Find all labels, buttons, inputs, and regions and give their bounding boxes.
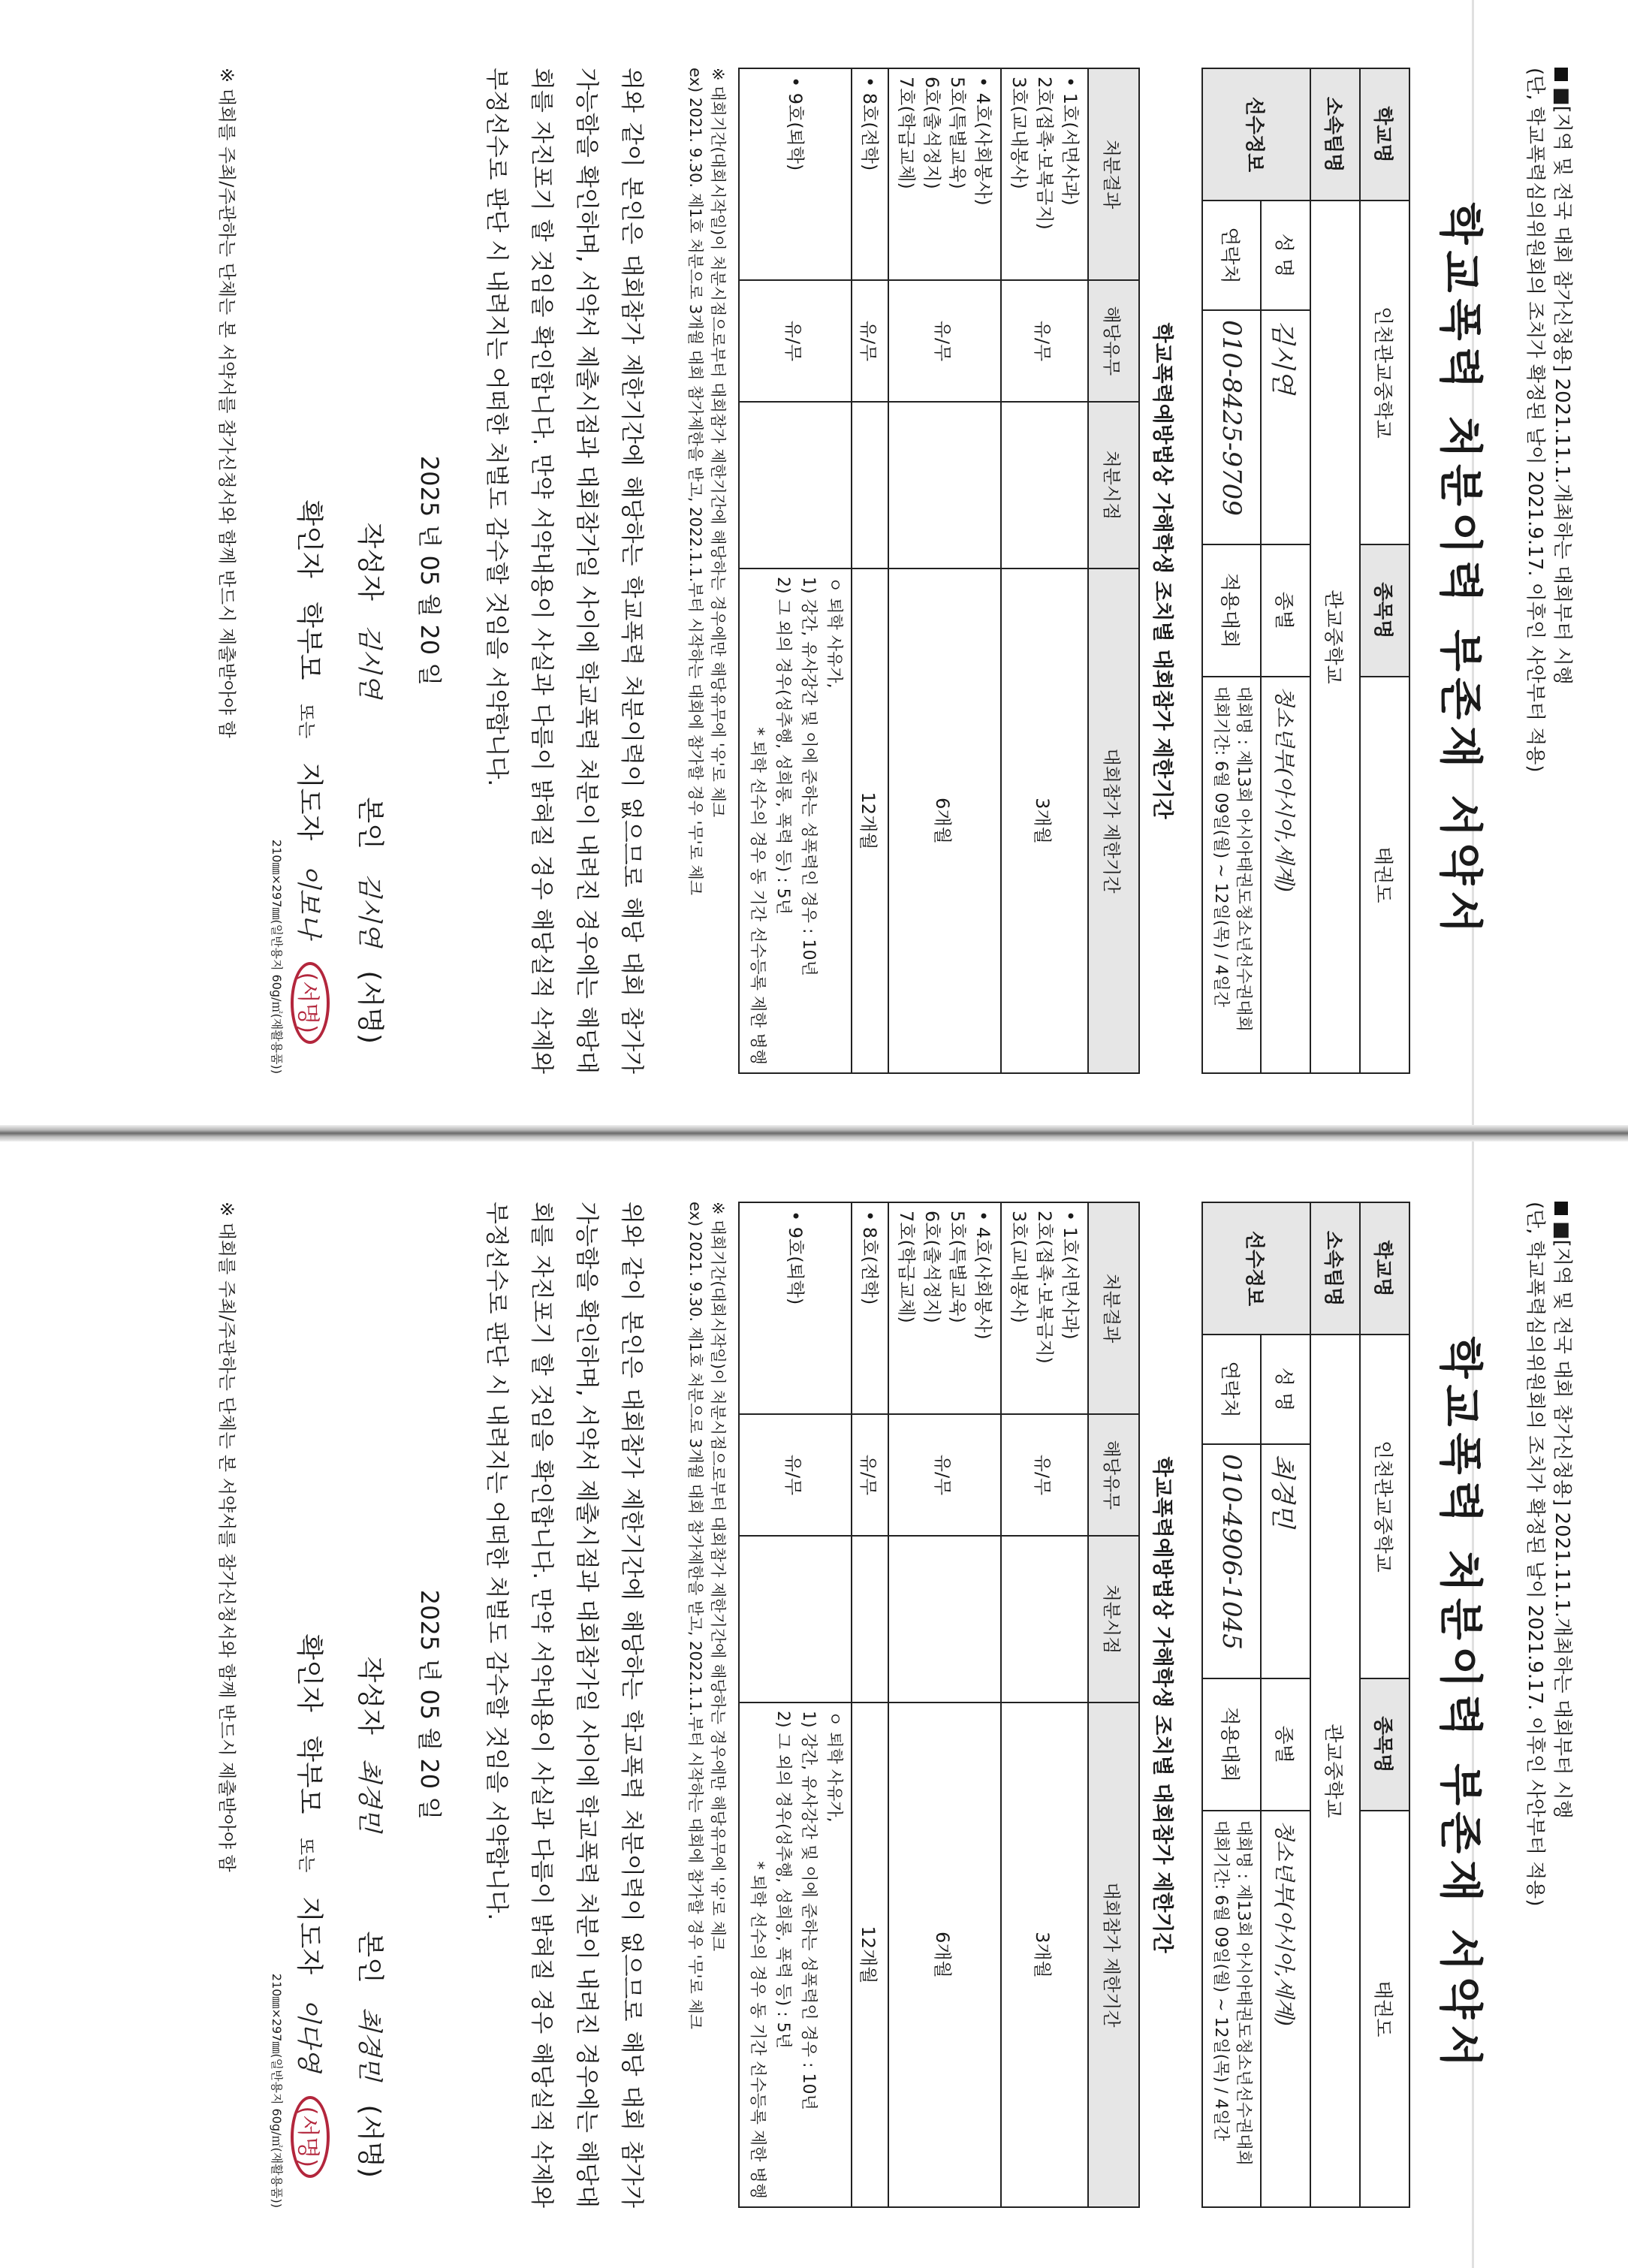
applicable-yn: 유/무 [852, 280, 888, 402]
sanction-table [738, 1202, 1140, 2208]
sanction-date [888, 1536, 1001, 1703]
sanction-item: • 1호(서면사과) [1060, 1211, 1081, 1340]
notice-line: ■[지역 및 전국 대회 참가신청용] 2021.11.1.개최하는 대회부터 시행 [1551, 87, 1573, 685]
label-name: 성 명 [1261, 201, 1310, 310]
sport-name: 태권도 [1360, 1811, 1409, 2207]
sanction-items [1001, 1202, 1088, 1414]
col-header: 해당유무 [1088, 1414, 1139, 1536]
sanction-date [852, 402, 888, 569]
applicable-yn: 유/무 [888, 280, 1001, 402]
meet-period: 대회기간: 6월 09일(월) ~ 12일(목) / 4일간 [1211, 686, 1230, 1008]
self-name: 최경민 [354, 2007, 384, 2081]
team-name: 관교중학교 [1310, 1335, 1360, 2207]
sanction-item: 6호(출석정지) [921, 77, 942, 189]
sanction-item: • 1호(서면사과) [1060, 77, 1081, 206]
pledge-sheet-1 [30, 38, 1598, 1104]
coach-label: 지도자 [294, 1896, 324, 1975]
meet-name: 대회명 : 제13회 아시아태권도청소년선수권대회 [1234, 1820, 1253, 2166]
sport-name: 태권도 [1360, 677, 1409, 1073]
sanction-item: 7호(학급교체) [896, 1211, 917, 1323]
sanction-item: 2호(접촉·보복금지) [1034, 77, 1055, 230]
col-header: 처분시점 [1088, 1536, 1139, 1703]
label-team: 소속팀명 [1310, 1202, 1360, 1335]
sanction-item: 3호(교내봉사) [1008, 1211, 1030, 1323]
sanction-item: • 9호(퇴학) [785, 77, 806, 171]
sanction-items [739, 1202, 852, 1414]
sanction-item: 5호(특별교육) [947, 1211, 968, 1323]
confirmer-name: 이다영 [294, 1998, 324, 2073]
pledge-sheet-2 [30, 1172, 1598, 2238]
confirmer-name: 이보나 [294, 864, 324, 939]
table-notes [684, 1202, 729, 2208]
notice-line: ■[지역 및 전국 대회 참가신청용] 2021.11.1.개최하는 대회부터 시행 [1551, 1221, 1573, 1819]
sanction-date [852, 1536, 888, 1703]
table-row [888, 1202, 1001, 2207]
info-table [1201, 1202, 1410, 2208]
confirmer-label: 확인자 [294, 499, 324, 578]
confirmer-label: 확인자 [294, 1633, 324, 1712]
applicable-yn: 유/무 [852, 1414, 888, 1536]
confirmer-row [291, 1202, 330, 2208]
sanction-items [852, 1202, 888, 1414]
table-row [1001, 68, 1088, 1073]
sanction-items [739, 68, 852, 280]
athlete-name: 김시연 [1261, 310, 1310, 544]
notice [1521, 1202, 1575, 2208]
parent-label: 학부모 [294, 602, 324, 680]
sanction-item: • 4호(사회봉사) [972, 1211, 993, 1340]
sanction-date [1001, 402, 1088, 569]
sanction-date [739, 402, 852, 569]
table-notes [684, 68, 729, 1074]
label-athlete-info: 선수정보 [1202, 68, 1310, 201]
athlete-name: 최경민 [1261, 1444, 1310, 1678]
paper-info: 210㎜×297㎜(일반용지 60g/㎡(재활용품)) [270, 839, 284, 1074]
team-name: 관교중학교 [1310, 201, 1360, 1073]
section-title: 학교폭력예방법상 가해학생 조치별 대회참가 제한기간 [1150, 322, 1175, 819]
footnote: ※ 대회를 주최/주관하는 단체는 본 서약서를 참가신청서와 함께 반드시 제출받아야 함 [216, 68, 237, 738]
table-row [852, 1202, 888, 2207]
label-name: 성 명 [1261, 1335, 1310, 1444]
expel-note: ㅇ 퇴학 사유가, [825, 1711, 843, 1823]
pledge-page [30, 38, 1598, 1104]
expel-note: 1) 강간, 유사강간 및 이에 준하는 성폭력인 경우 : 10년 [799, 1711, 818, 2110]
school-name: 인천관교중학교 [1360, 201, 1409, 544]
label-event: 종별 [1261, 544, 1310, 677]
meet-period: 대회기간: 6월 09일(월) ~ 12일(목) / 4일간 [1211, 1820, 1230, 2142]
writer-label: 작성자 [354, 522, 385, 601]
confirmer-row [291, 68, 330, 1074]
sanction-date [888, 402, 1001, 569]
sign-mark: (서명) [354, 970, 385, 1044]
section-title: 학교폭력예방법상 가해학생 조치별 대회참가 제한기간 [1150, 1456, 1175, 1953]
col-header: 대회참가 제한기간 [1088, 1703, 1139, 2207]
writer-label: 작성자 [354, 1656, 385, 1735]
event-class: 청소년부(아시아,세계) [1261, 1811, 1310, 2207]
notice-line: (단, 학교폭력심의위원회의 조치가 확정된 날이 2021.9.17. 이후인 사안부터 적용) [1524, 1202, 1546, 1907]
self-name: 김시연 [354, 873, 384, 947]
or-label: 또는 [296, 704, 317, 739]
expel-notes [739, 569, 852, 1073]
sanction-items [888, 68, 1001, 280]
table-row [852, 68, 888, 1073]
expel-note: * 퇴학 선수의 경우 동 기간 선수등록 제한 병행 [748, 727, 767, 1065]
label-school: 학교명 [1360, 68, 1409, 201]
applied-meet [1202, 1811, 1261, 2207]
writer-row [353, 1202, 391, 2208]
self-label: 본인 [354, 797, 385, 849]
col-header: 처분결과 [1088, 1202, 1139, 1414]
limit-period: 3개월 [1001, 1703, 1088, 2207]
col-header: 대회참가 제한기간 [1088, 569, 1139, 1073]
paper-info: 210㎜×297㎜(일반용지 60g/㎡(재활용품)) [270, 1973, 284, 2208]
note-line: ※ 대회기간(대회시작일)이 처분시점으로부터 대회참가 제한기간에 해당하는 경우에만 해당유무에 '유'로 체크 [709, 68, 727, 818]
sign-mark: (서명) [354, 2104, 385, 2178]
coach-label: 지도자 [294, 762, 324, 841]
sanction-item: 5호(특별교육) [947, 77, 968, 189]
square-bullet-icon [1555, 1202, 1569, 1215]
label-athlete-info: 선수정보 [1202, 1202, 1310, 1335]
expel-note: 2) 그 외의 경우(성추행, 성희롱, 폭력 등) : 5년 [773, 1711, 792, 2049]
pledge-date: 2025 년 05 월 20 일 [415, 1589, 444, 1820]
table-row [1001, 1202, 1088, 2207]
expel-note: * 퇴학 선수의 경우 동 기간 선수등록 제한 병행 [748, 1861, 767, 2199]
expel-note: 1) 강간, 유사강간 및 이에 준하는 성폭력인 경우 : 10년 [799, 577, 818, 976]
scan-fold-line [0, 1125, 1628, 1142]
note-line: ex) 2021. 9.30. 제1호 처분으로 3개월 대회 참가제한을 받고, 2022.1.1.부터 시작하는 대회에 참가할 경우 '무'로 체크 [686, 68, 704, 895]
sanction-item: 7호(학급교체) [896, 77, 917, 189]
pledge-text: 위와 같이 본인은 대회참가 제한기간에 해당하는 학교폭력 처분이력이 없으므로 해당 대회 참가가 가능함을 확인하며, 서약서 제출시점과 대회참가일 사이에 학교폭력 처분이 내려진 경우에는 해당대회를 자진포기 할 것임을 확인합니다. 만약 서약내용이 사실과 다름이 밝혀질 경우 해당실적 삭제와 부정선수로 판단 시 내려지는 어떠한 처벌도 감수할 것임을 서약합니다. [483, 1202, 645, 2208]
col-header: 처분결과 [1088, 68, 1139, 280]
limit-period: 6개월 [888, 1703, 1001, 2207]
expel-note: 2) 그 외의 경우(성추행, 성희롱, 폭력 등) : 5년 [773, 577, 792, 915]
applicable-yn: 유/무 [739, 280, 852, 402]
limit-period: 3개월 [1001, 569, 1088, 1073]
notice [1521, 68, 1575, 1074]
event-class: 청소년부(아시아,세계) [1261, 677, 1310, 1073]
limit-period: 12개월 [852, 569, 888, 1073]
sanction-item: 6호(출석정지) [921, 1211, 942, 1323]
expel-note: ㅇ 퇴학 사유가, [825, 577, 843, 689]
sign-stamp: (서명) [291, 2096, 330, 2178]
parent-label: 학부모 [294, 1736, 324, 1814]
label-contact: 연락처 [1202, 201, 1261, 310]
footnote: ※ 대회를 주최/주관하는 단체는 본 서약서를 참가신청서와 함께 반드시 제출받아야 함 [216, 1202, 237, 1872]
sanction-items [1001, 68, 1088, 280]
table-row [739, 68, 852, 1073]
square-bullet-icon [1555, 68, 1569, 81]
label-school: 학교명 [1360, 1202, 1409, 1335]
sanction-item: • 8호(전학) [859, 77, 881, 171]
meet-name: 대회명 : 제13회 아시아태권도청소년선수권대회 [1234, 686, 1253, 1032]
label-event: 종별 [1261, 1678, 1310, 1811]
contact-number: 010-8425-9709 [1202, 310, 1261, 544]
applicable-yn: 유/무 [739, 1414, 852, 1536]
sanction-item: • 4호(사회봉사) [972, 77, 993, 206]
expel-notes [739, 1703, 852, 2207]
sanction-date [739, 1536, 852, 1703]
col-header: 해당유무 [1088, 280, 1139, 402]
note-line: ※ 대회기간(대회시작일)이 처분시점으로부터 대회참가 제한기간에 해당하는 경우에만 해당유무에 '유'로 체크 [709, 1202, 727, 1952]
sanction-items [852, 68, 888, 280]
note-line: ex) 2021. 9.30. 제1호 처분으로 3개월 대회 참가제한을 받고, 2022.1.1.부터 시작하는 대회에 참가할 경우 '무'로 체크 [686, 1202, 704, 2029]
label-team: 소속팀명 [1310, 68, 1360, 201]
info-table [1201, 68, 1410, 1074]
contact-number: 010-4906-1045 [1202, 1444, 1261, 1678]
sanction-item: • 8호(전학) [859, 1211, 881, 1305]
table-row [739, 1202, 852, 2207]
writer-name: 김시연 [354, 624, 384, 698]
pledge-date: 2025 년 05 월 20 일 [415, 455, 444, 686]
school-name: 인천관교중학교 [1360, 1335, 1409, 1678]
sanction-table [738, 68, 1140, 1074]
notice-line: (단, 학교폭력심의위원회의 조치가 확정된 날이 2021.9.17. 이후인 사안부터 적용) [1524, 68, 1546, 773]
pledge-page [30, 1172, 1598, 2238]
label-applied-meet: 적용대회 [1202, 544, 1261, 677]
writer-name: 최경민 [354, 1758, 384, 1832]
applicable-yn: 유/무 [888, 1414, 1001, 1536]
sign-stamp: (서명) [291, 962, 330, 1044]
applicable-yn: 유/무 [1001, 280, 1088, 402]
sanction-items [888, 1202, 1001, 1414]
label-applied-meet: 적용대회 [1202, 1678, 1261, 1811]
label-sport: 종목명 [1360, 544, 1409, 677]
or-label: 또는 [296, 1838, 317, 1873]
label-contact: 연락처 [1202, 1335, 1261, 1444]
writer-row [353, 68, 391, 1074]
sanction-date [1001, 1536, 1088, 1703]
sanction-item: 2호(접촉·보복금지) [1034, 1211, 1055, 1364]
applied-meet [1202, 677, 1261, 1073]
table-row [888, 68, 1001, 1073]
sanction-item: • 9호(퇴학) [785, 1211, 806, 1305]
sanction-item: 3호(교내봉사) [1008, 77, 1030, 189]
self-label: 본인 [354, 1931, 385, 1983]
pledge-text: 위와 같이 본인은 대회참가 제한기간에 해당하는 학교폭력 처분이력이 없으므로 해당 대회 참가가 가능함을 확인하며, 서약서 제출시점과 대회참가일 사이에 학교폭력 처분이 내려진 경우에는 해당대회를 자진포기 할 것임을 확인합니다. 만약 서약내용이 사실과 다름이 밝혀질 경우 해당실적 삭제와 부정선수로 판단 시 내려지는 어떠한 처벌도 감수할 것임을 서약합니다. [483, 68, 645, 1074]
limit-period: 6개월 [888, 569, 1001, 1073]
applicable-yn: 유/무 [1001, 1414, 1088, 1536]
document-title: 학교폭력 처분이력 부존재 서약서 [1435, 1336, 1486, 2073]
col-header: 처분시점 [1088, 402, 1139, 569]
document-title: 학교폭력 처분이력 부존재 서약서 [1435, 202, 1486, 939]
label-sport: 종목명 [1360, 1678, 1409, 1811]
limit-period: 12개월 [852, 1703, 888, 2207]
